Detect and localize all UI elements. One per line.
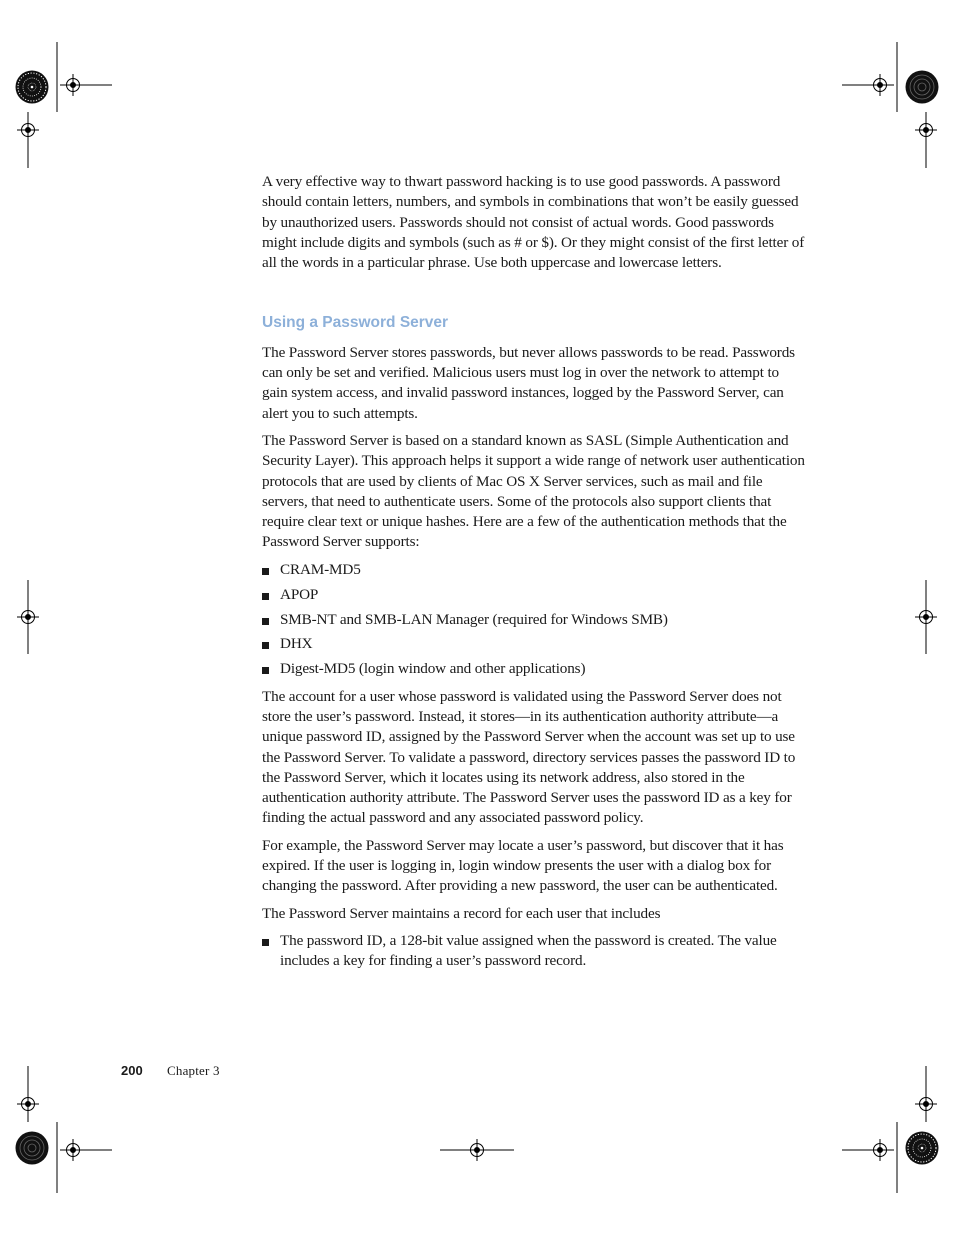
list-item: Digest-MD5 (login window and other applications)	[262, 659, 806, 679]
bullet-icon	[262, 568, 269, 575]
page-number: 200	[121, 1063, 143, 1078]
bullet-icon	[262, 939, 269, 946]
chapter-label: Chapter 3	[167, 1063, 220, 1078]
list-item: CRAM-MD5	[262, 560, 806, 580]
paragraph-password-id: The account for a user whose password is validated using the Password Server does not store the user’s password. Instead, it stores—in its authentication authority attribute—a unique password ID, assigned by the Password Server when the account was set up to use the Password Server. To validate a password, directory services passes the password ID to the Password Server, which it locates using its network address, also stored in the authentication authority attribute. The Password Server uses the password ID as a key for finding the actual password and any associated password policy.	[262, 687, 796, 827]
paragraph-sasl: The Password Server is based on a standard known as SASL (Simple Authentication and Security Layer). This approach helps it support a wide range of network user authentication protocols that are used by clients of Mac OS X Server services, such as mail and file servers, that need to authenticate users. Some of the protocols also support clients that require clear text or unique hashes. Here are a few of the authentication methods that the Password Server supports:	[262, 431, 805, 551]
record-items-list	[262, 931, 806, 972]
page-body	[262, 172, 806, 978]
bullet-icon	[262, 642, 269, 649]
bullet-icon	[262, 618, 269, 625]
list-item: SMB-NT and SMB-LAN Manager (required for Windows SMB)	[262, 610, 806, 630]
auth-methods-list	[262, 560, 806, 680]
list-item: APOP	[262, 585, 806, 605]
list-item: DHX	[262, 634, 806, 654]
paragraph-password-server-overview: The Password Server stores passwords, but never allows passwords to be read. Passwords can only be set and verified. Malicious users must log in over the network to attempt to gain system access, and invalid password instances, logged by the Password Server, can alert you to such attempts.	[262, 343, 795, 422]
list-item: The password ID, a 128-bit value assigned when the password is created. The value includes a key for finding a user’s password record.	[262, 931, 806, 972]
paragraph-record-intro: The Password Server maintains a record for each user that includes	[262, 904, 661, 922]
bullet-icon	[262, 593, 269, 600]
page-footer	[121, 1063, 220, 1079]
bullet-icon	[262, 667, 269, 674]
intro-paragraph: A very effective way to thwart password hacking is to use good passwords. A password should contain letters, numbers, and symbols in combinations that won’t be easily guessed by unauthorized users. Passwords should not consist of actual words. Good passwords might include digits and symbols (such as # or $). Or they might consist of the first letter of all the words in a particular phrase. Use both uppercase and lowercase letters.	[262, 173, 805, 272]
section-heading: Using a Password Server	[262, 314, 449, 332]
paragraph-example: For example, the Password Server may locate a user’s password, but discover that it has expired. If the user is logging in, login window presents the user with a dialog box for changing the password. After providing a new password, the user can be authenticated.	[262, 836, 784, 895]
